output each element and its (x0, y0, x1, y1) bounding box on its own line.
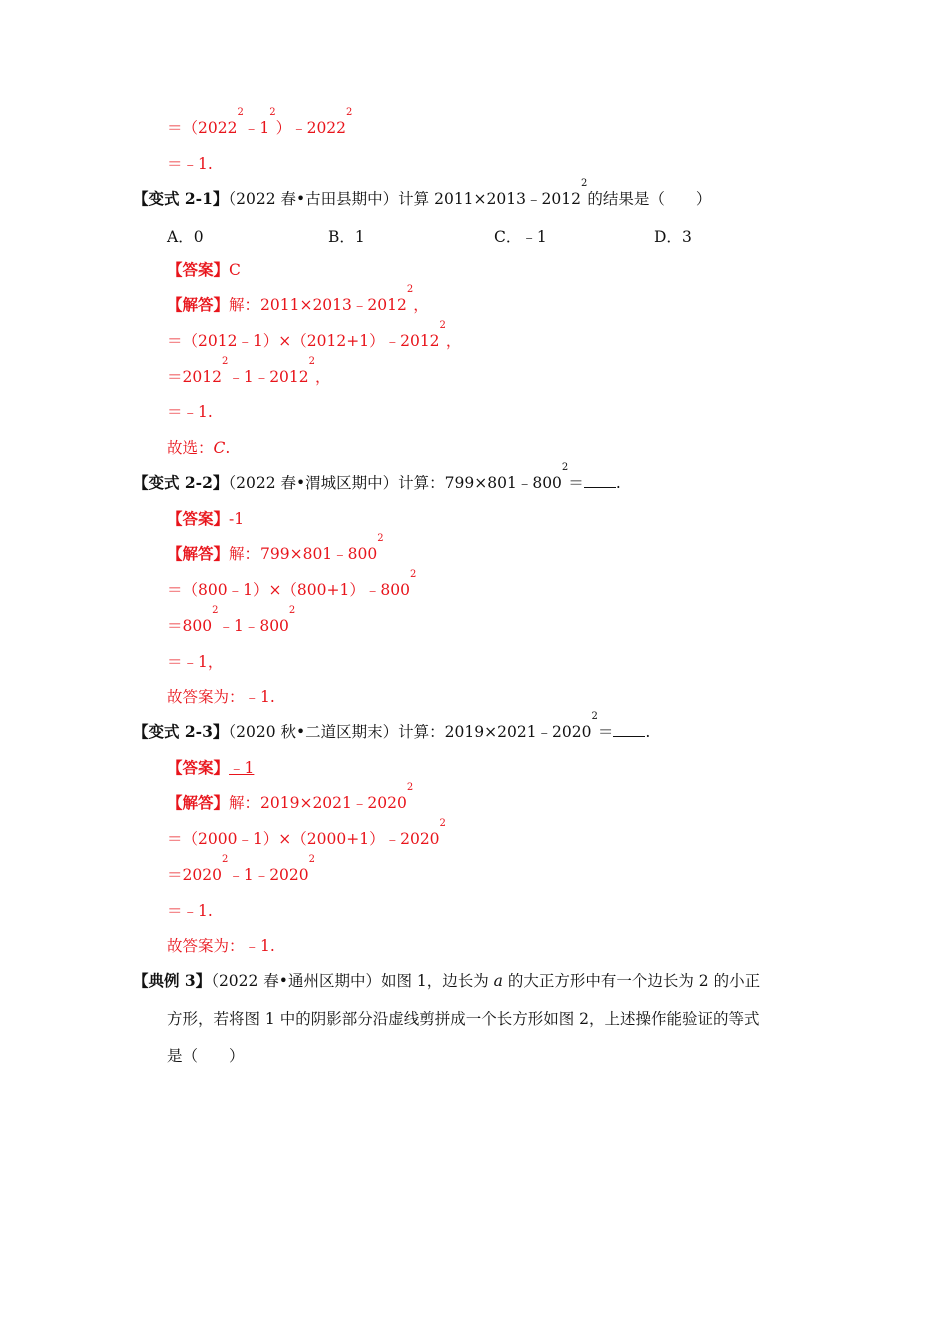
variant-tag: 【变式 2-2】 (133, 473, 229, 492)
text: ， (445, 332, 462, 350)
variant-2-1-solution-2 (167, 320, 462, 352)
text: 解：2011×2013﹣2012 (229, 296, 407, 314)
text: ＝800 (167, 617, 213, 635)
exponent: 2 (212, 605, 219, 616)
text: ＝2012 (167, 368, 222, 386)
text: ＝（2012﹣1）×（2012+1）﹣2012 (167, 332, 440, 350)
variant-2-2-solution-1 (167, 533, 384, 565)
text: . (225, 439, 231, 457)
text: ﹣1﹣2020 (228, 866, 309, 884)
option-d (654, 225, 692, 247)
answer-tag: 【答案】 (167, 260, 230, 279)
exponent: 2 (580, 178, 588, 189)
exponent: 2 (221, 854, 229, 865)
variant-2-2-solution-5: 故答案为：﹣1. (167, 688, 275, 706)
exponent: 2 (308, 854, 316, 865)
text: ＝（2000﹣1）×（2000+1）﹣2020 (167, 830, 440, 848)
answer-tag: 【答案】 (167, 758, 230, 777)
variant-2-1-solution-1 (167, 284, 429, 316)
question-text: . (615, 474, 621, 492)
exponent: 2 (377, 533, 384, 544)
option-letter: B． (328, 228, 355, 246)
exponent: 2 (346, 107, 353, 118)
answer-value: ﹣1 (229, 759, 255, 777)
text: ＝（2022 (167, 119, 238, 137)
variant-2-3-question (133, 711, 651, 743)
variant-tag: 【变式 2-3】 (133, 722, 229, 741)
question-text: （2022 春•渭城区期中）计算：799×801﹣800 (228, 474, 562, 492)
solution-tag: 【解答】 (167, 793, 230, 812)
text: ﹣1 (243, 119, 270, 137)
exponent: 2 (406, 782, 414, 793)
exponent: 2 (439, 320, 446, 331)
exponent: 2 (409, 569, 417, 580)
exponent: 2 (269, 107, 276, 118)
option-letter: C． (494, 228, 522, 246)
exponent: 2 (308, 356, 316, 367)
option-letter: A． (167, 228, 194, 246)
example-3-line-2: 方形，若将图 1 中的阴影部分沿虚线剪拼成一个长方形如图 2，上述操作能验证的等式 (167, 1010, 760, 1028)
answer-value: C (213, 439, 226, 457)
question-text: . (645, 723, 651, 741)
exponent: 2 (237, 107, 244, 118)
variant-2-3-solution-2 (167, 818, 446, 850)
variant-2-2-question (133, 462, 621, 494)
variant-2-2-solution-4: ＝﹣1， (167, 653, 224, 671)
exponent: 2 (406, 284, 414, 295)
text: ﹣1﹣800 (218, 617, 289, 635)
exponent: 2 (288, 605, 296, 616)
answer-tag: 【答案】 (167, 509, 230, 528)
text: ， (315, 368, 331, 386)
variant-2-3-solution-5: 故答案为：﹣1. (167, 937, 275, 955)
variant-2-1-solution-3 (167, 356, 331, 388)
option-value: 1 (354, 228, 365, 246)
question-text: ＝ (568, 474, 584, 492)
answer-value: -1 (229, 510, 245, 528)
variant-2-3-solution-4: ＝﹣1. (167, 902, 213, 920)
exponent: 2 (561, 462, 569, 473)
text: （2022 春•通州区期中）如图 1，边长为 (211, 972, 494, 990)
exponent: 2 (221, 356, 229, 367)
text: ＝（800﹣1）×（800+1）﹣800 (167, 581, 410, 599)
example-tag: 【典例 3】 (133, 971, 212, 990)
variant-2-2-solution-3 (167, 605, 296, 637)
exponent: 2 (591, 711, 598, 722)
option-b (328, 225, 365, 247)
variant-tag: 【变式 2-1】 (133, 189, 229, 208)
text: 的大正方形中有一个边长为 2 的小正 (502, 972, 761, 990)
top-solution-line-1 (167, 107, 353, 139)
text: ＝2020 (167, 866, 222, 884)
variable: a (493, 972, 503, 990)
variant-2-3-solution-3 (167, 854, 316, 886)
variant-2-1-solution-4: ＝﹣1. (167, 403, 213, 421)
question-text: ＝ (597, 723, 614, 741)
text: 解：799×801﹣800 (229, 545, 378, 563)
question-text: （2022 春•古田县期中）计算 2011×2013﹣2012 (228, 190, 581, 208)
variant-2-1-solution-5 (167, 437, 230, 459)
option-letter: D． (654, 228, 682, 246)
answer-blank (613, 722, 645, 737)
text: 故选： (167, 439, 214, 457)
text: ﹣1﹣2012 (228, 368, 309, 386)
text: ）﹣2022 (275, 119, 347, 137)
text: 解：2019×2021﹣2020 (229, 794, 407, 812)
question-text: 的结果是（ ） (587, 190, 712, 208)
option-value: 3 (681, 228, 692, 246)
question-text: （2020 秋•二道区期末）计算：2019×2021﹣2020 (228, 723, 592, 741)
text: ， (413, 296, 429, 314)
variant-2-3-answer (167, 757, 254, 779)
exponent: 2 (439, 818, 446, 829)
variant-2-2-solution-2 (167, 569, 417, 601)
top-solution-line-2: ＝﹣1. (167, 155, 213, 173)
option-c (494, 225, 547, 247)
variant-2-3-solution-1 (167, 782, 414, 814)
variant-2-1-answer (167, 259, 241, 281)
example-3-line-3: 是（ ） (167, 1047, 245, 1065)
answer-value: C (229, 261, 241, 279)
option-value: 0 (193, 228, 204, 246)
variant-2-2-answer (167, 508, 244, 530)
example-3-line-1 (133, 970, 760, 992)
variant-2-1-question (133, 178, 712, 210)
solution-tag: 【解答】 (167, 295, 230, 314)
solution-tag: 【解答】 (167, 544, 230, 563)
answer-blank (584, 473, 616, 488)
option-a (167, 225, 204, 247)
option-value: ﹣1 (521, 228, 547, 246)
